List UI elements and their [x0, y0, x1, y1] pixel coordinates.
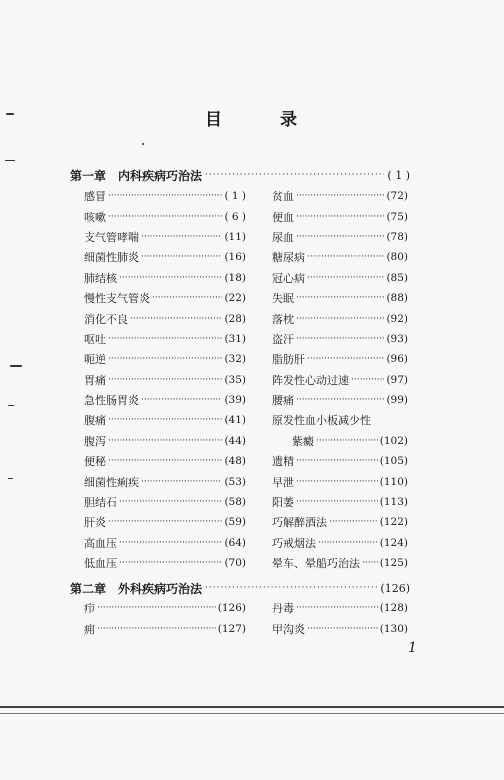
toc-entry[interactable] [84, 471, 246, 491]
dot-leader [296, 191, 384, 201]
title-left-char: 目 [205, 110, 224, 130]
dot-leader [296, 212, 384, 222]
toc-entry-label: 便血 [272, 210, 294, 224]
toc-entry-label: 支气管哮喘 [84, 230, 139, 244]
toc-entry-page: (96) [386, 353, 408, 366]
toc-entry-page: (72) [386, 190, 408, 203]
dot-leader [108, 191, 222, 201]
toc-entry-label: 巧戒烟法 [272, 536, 316, 550]
toc-entry-label: 腹痛 [84, 414, 106, 428]
dot-leader [296, 477, 378, 487]
toc-entry-page: (102) [379, 434, 408, 447]
dot-leader [307, 252, 384, 262]
dot-leader [108, 212, 222, 222]
dot-leader [329, 517, 378, 527]
chapter-2-heading[interactable] [70, 579, 410, 597]
toc-entry[interactable] [84, 349, 246, 369]
toc-entry-label: 紫癜 [292, 434, 314, 448]
dot-leader [119, 538, 222, 548]
toc-entry-label: 肝炎 [84, 516, 106, 530]
toc-entry-page: (39) [224, 394, 246, 407]
toc-entry-page: (126) [217, 602, 246, 615]
chapter-1-title: 第一章 内科疾病巧治法 [70, 168, 203, 183]
dot-leader [108, 375, 222, 385]
toc-entry-label: 失眠 [272, 292, 294, 306]
toc-entry[interactable] [84, 370, 246, 390]
dot-leader [296, 232, 384, 242]
dot-leader [318, 538, 378, 548]
toc-entry-page: (113) [379, 496, 408, 509]
toc-entry[interactable] [84, 227, 246, 247]
toc-entry-label: 细菌性痢疾 [84, 475, 139, 489]
toc-entry-page: (18) [224, 271, 246, 284]
dot-leader [141, 232, 222, 242]
toc-entry-page: (53) [224, 475, 246, 488]
toc-entry-label: 糖尿病 [272, 251, 305, 265]
dot-leader [307, 354, 384, 364]
page-number: 1 [408, 640, 417, 656]
scan-speck [5, 160, 15, 161]
toc-entry-page: (78) [386, 230, 408, 243]
toc-entry-page: (32) [224, 353, 246, 366]
dot-leader [362, 558, 378, 568]
toc-entry-page: (44) [224, 434, 246, 447]
dot-leader [141, 252, 222, 262]
dot-leader [296, 603, 378, 613]
bottom-rule [0, 706, 504, 708]
toc-entry[interactable] [272, 451, 408, 471]
dot-leader [108, 436, 222, 446]
toc-entry[interactable] [84, 329, 246, 349]
toc-entry[interactable] [84, 308, 246, 328]
dot-leader [108, 456, 222, 466]
dot-leader [97, 603, 216, 613]
toc-entry[interactable] [84, 206, 246, 226]
toc-entry-label: 胆结石 [84, 496, 117, 510]
chapter-1-heading[interactable] [70, 166, 410, 184]
scan-speck [6, 113, 14, 115]
dot-leader [296, 497, 378, 507]
toc-entry-label: 低血压 [84, 557, 117, 571]
toc-entry-page: (58) [224, 496, 246, 509]
toc-entry-label: 痈 [84, 622, 95, 636]
toc-entry-label: 肺结核 [84, 271, 117, 285]
toc-entry-page: (93) [386, 332, 408, 345]
scan-speck [10, 365, 22, 367]
toc-entry[interactable] [272, 390, 408, 410]
toc-entry-label: 丹毒 [272, 602, 294, 616]
toc-entry-page: (16) [224, 251, 246, 264]
toc-entry-label: 慢性支气管炎 [84, 292, 150, 306]
chapter-2-left-column [84, 598, 246, 639]
toc-entry[interactable] [272, 288, 408, 308]
toc-entry-label: 消化不良 [84, 312, 128, 326]
toc-entry-label: 原发性血小板减少性 [272, 414, 371, 428]
toc-entry-label: 呃逆 [84, 353, 106, 367]
chapter-2-title: 第二章 外科疾病巧治法 [70, 581, 203, 596]
title-right-char: 录 [280, 110, 299, 130]
toc-entry-page: (130) [379, 622, 408, 635]
toc-entry[interactable] [272, 533, 408, 553]
toc-entry[interactable] [84, 512, 246, 532]
dot-leader [296, 334, 384, 344]
toc-entry[interactable] [272, 308, 408, 328]
toc-entry-page: (99) [386, 394, 408, 407]
toc-entry[interactable] [84, 618, 246, 638]
toc-entry-page: (85) [386, 271, 408, 284]
dot-leader [141, 477, 222, 487]
dot-leader [152, 293, 222, 303]
toc-entry-label: 便秘 [84, 455, 106, 469]
dot-leader [351, 375, 384, 385]
toc-entry-page: (41) [224, 414, 246, 427]
toc-entry[interactable] [84, 451, 246, 471]
toc-entry[interactable] [84, 598, 246, 618]
toc-entry-page: (80) [386, 251, 408, 264]
toc-entry-page: (64) [224, 536, 246, 549]
toc-entry-page: (75) [386, 210, 408, 223]
toc-entry[interactable] [272, 471, 408, 491]
toc-entry[interactable] [84, 533, 246, 553]
dot-leader [205, 170, 384, 180]
toc-entry[interactable] [84, 268, 246, 288]
toc-entry-page: (31) [224, 332, 246, 345]
toc-entry[interactable] [84, 553, 246, 573]
toc-entry-page: ( 6 ) [224, 210, 246, 223]
toc-entry[interactable] [84, 492, 246, 512]
toc-entry-label: 脂肪肝 [272, 353, 305, 367]
toc-entry[interactable] [84, 186, 246, 206]
dot-leader [108, 517, 222, 527]
toc-entry[interactable] [272, 492, 408, 512]
toc-entry[interactable] [272, 553, 408, 573]
dot-leader [108, 334, 222, 344]
dot-leader [296, 293, 384, 303]
toc-entry[interactable] [84, 431, 246, 451]
toc-entry-label: 高血压 [84, 536, 117, 550]
toc-entry-page: (70) [224, 557, 246, 570]
dot-leader [97, 624, 216, 634]
toc-entry-label: 贫血 [272, 190, 294, 204]
toc-entry-label: 咳嗽 [84, 210, 106, 224]
toc-entry-label: 甲沟炎 [272, 622, 305, 636]
toc-entry-page: (125) [379, 557, 408, 570]
dot-leader [119, 558, 222, 568]
toc-entry-page: ( 1 ) [224, 190, 246, 203]
toc-entry-label: 遗精 [272, 455, 294, 469]
toc-entry-label: 阵发性心动过速 [272, 373, 349, 387]
toc-entry-page: (48) [224, 455, 246, 468]
dot-leader [296, 395, 384, 405]
toc-entry-page: (128) [379, 602, 408, 615]
toc-entry-label: 呕吐 [84, 332, 106, 346]
chapter-1-right-column [272, 186, 408, 573]
dot-leader [108, 415, 222, 425]
toc-entry[interactable] [272, 186, 408, 206]
toc-entry-label: 冠心病 [272, 271, 305, 285]
toc-entry-page: (92) [386, 312, 408, 325]
toc-entry-page: (122) [379, 516, 408, 529]
toc-entry[interactable] [272, 227, 408, 247]
dot-leader [141, 395, 222, 405]
dot-leader [130, 314, 222, 324]
dot-leader [316, 436, 378, 446]
toc-entry-label: 落枕 [272, 312, 294, 326]
toc-entry[interactable] [84, 288, 246, 308]
toc-entry[interactable] [272, 431, 408, 451]
toc-entry[interactable] [272, 512, 408, 532]
dot-leader [296, 456, 378, 466]
toc-entry[interactable] [272, 370, 408, 390]
toc-entry-label: 晕车、晕船巧治法 [272, 557, 360, 571]
toc-entry[interactable] [272, 598, 408, 618]
dot-leader [307, 273, 384, 283]
toc-entry-label: 盗汗 [272, 332, 294, 346]
scan-speck [142, 143, 144, 145]
toc-entry-page: (59) [224, 516, 246, 529]
dot-leader [296, 314, 384, 324]
chapter-2-page: (126) [380, 581, 410, 595]
toc-entry[interactable] [272, 349, 408, 369]
scan-speck [8, 405, 14, 406]
toc-entry-page: (97) [386, 373, 408, 386]
toc-entry[interactable] [84, 390, 246, 410]
scan-speck [8, 478, 13, 479]
chapter-1-left-column [84, 186, 246, 573]
toc-entry-page: (28) [224, 312, 246, 325]
toc-entry-page: (127) [217, 622, 246, 635]
toc-entry[interactable] [272, 206, 408, 226]
bottom-rule-thin [0, 713, 504, 714]
toc-entry[interactable] [84, 410, 246, 430]
toc-entry-label: 腰痛 [272, 394, 294, 408]
dot-leader [119, 497, 222, 507]
dot-leader [307, 624, 378, 634]
toc-entry[interactable] [272, 329, 408, 349]
toc-entry-label: 胃痛 [84, 373, 106, 387]
toc-entry-label: 感冒 [84, 190, 106, 204]
toc-entry-label: 阳萎 [272, 496, 294, 510]
toc-entry-label: 腹泻 [84, 434, 106, 448]
toc-entry-label: 巧解醉酒法 [272, 516, 327, 530]
chapter-2-right-column [272, 598, 408, 639]
toc-entry-label: 疖 [84, 602, 95, 616]
toc-entry-label: 细菌性肺炎 [84, 251, 139, 265]
toc-entry[interactable] [272, 410, 408, 430]
toc-entry-page: (105) [379, 455, 408, 468]
toc-entry-page: (110) [379, 475, 408, 488]
dot-leader [108, 354, 222, 364]
toc-entry[interactable] [272, 618, 408, 638]
toc-entry[interactable] [84, 247, 246, 267]
toc-entry-page: (11) [224, 230, 246, 243]
dot-leader [119, 273, 222, 283]
toc-entry-page: (88) [386, 292, 408, 305]
toc-entry[interactable] [272, 268, 408, 288]
toc-entry[interactable] [272, 247, 408, 267]
toc-entry-page: (22) [224, 292, 246, 305]
toc-entry-label: 急性肠胃炎 [84, 394, 139, 408]
toc-entry-label: 尿血 [272, 230, 294, 244]
dot-leader [205, 583, 377, 593]
page-title [0, 105, 504, 130]
toc-entry-page: (124) [379, 536, 408, 549]
chapter-1-page: ( 1 ) [387, 168, 410, 182]
toc-entry-page: (35) [224, 373, 246, 386]
toc-entry-label: 早泄 [272, 475, 294, 489]
